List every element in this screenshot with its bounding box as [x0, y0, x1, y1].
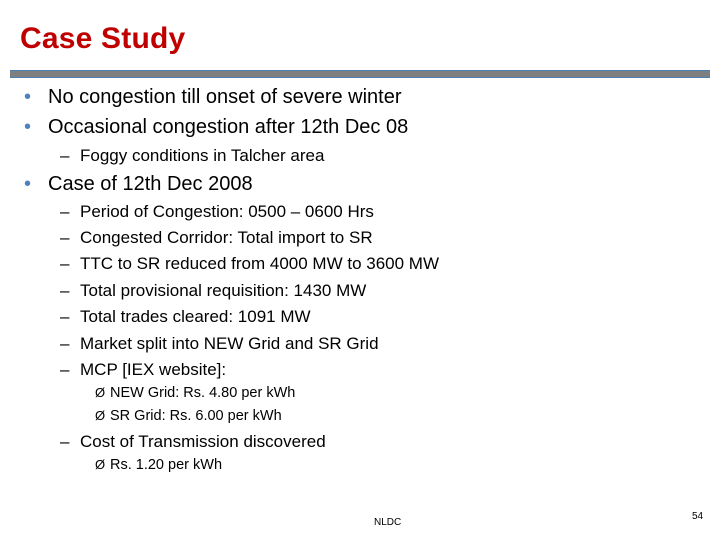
sub-bullet-text: Cost of Transmission discovered	[80, 432, 326, 451]
page-number: 54	[692, 511, 704, 522]
bullet-text: Occasional congestion after 12th Dec 08	[48, 116, 409, 138]
arrow-marker: Ø	[95, 457, 106, 472]
dash-marker: –	[60, 228, 70, 247]
sub-bullet-text: Period of Congestion: 0500 – 0600 Hrs	[80, 202, 374, 221]
dash-marker: –	[60, 202, 70, 221]
sub-bullet-text: Total provisional requisition: 1430 MW	[80, 281, 367, 300]
arrow-marker: Ø	[95, 408, 106, 423]
sub-bullet-text: MCP [IEX website]:	[80, 360, 227, 379]
arrow-marker: Ø	[95, 385, 106, 400]
sub-bullet-text: Total trades cleared: 1091 MW	[80, 307, 311, 326]
dash-marker: –	[60, 146, 70, 165]
title-underline-bar	[10, 70, 710, 78]
bullet-marker: •	[24, 116, 32, 138]
dash-marker: –	[60, 334, 70, 353]
sub-bullet-text: Foggy conditions in Talcher area	[80, 146, 325, 165]
dash-marker: –	[60, 254, 70, 273]
bullet-marker: •	[24, 86, 32, 108]
bullet-text: Case of 12th Dec 2008	[48, 173, 253, 195]
footer-label: NLDC	[374, 517, 402, 528]
slide-title: Case Study	[20, 22, 186, 55]
dash-marker: –	[60, 432, 70, 451]
sub-bullet-text: Market split into NEW Grid and SR Grid	[80, 334, 379, 353]
bullet-marker: •	[24, 173, 32, 195]
sub-bullet-text: TTC to SR reduced from 4000 MW to 3600 MW	[80, 254, 440, 273]
dash-marker: –	[60, 360, 70, 379]
sub-sub-bullet-text: SR Grid: Rs. 6.00 per kWh	[110, 408, 282, 424]
dash-marker: –	[60, 307, 70, 326]
sub-sub-bullet-text: Rs. 1.20 per kWh	[110, 457, 223, 473]
sub-bullet-text: Congested Corridor: Total import to SR	[80, 228, 373, 247]
sub-sub-bullet-text: NEW Grid: Rs. 4.80 per kWh	[110, 385, 296, 401]
bullet-text: No congestion till onset of severe winter	[48, 86, 402, 108]
dash-marker: –	[60, 281, 70, 300]
